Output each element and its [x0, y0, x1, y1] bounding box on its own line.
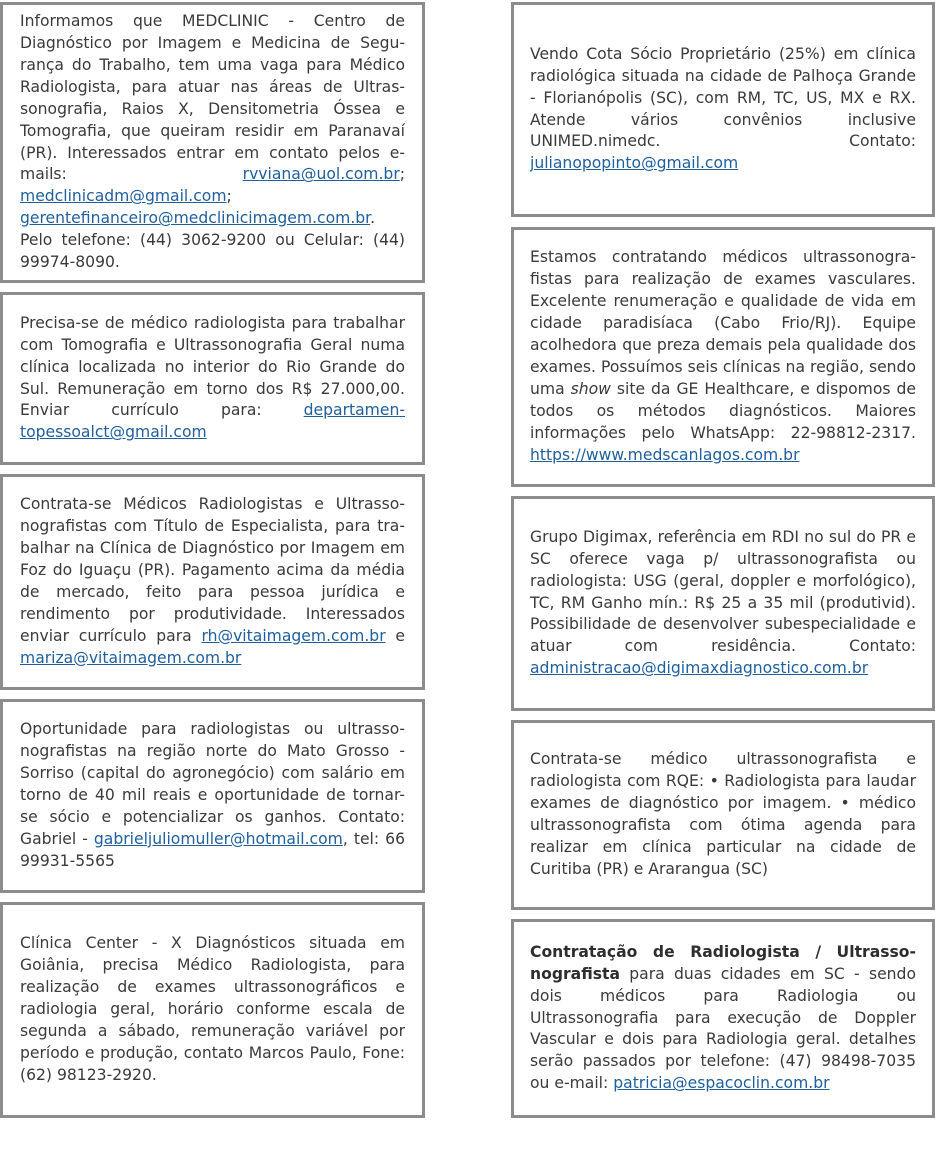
ad-medscan: Estamos contratando médicos ultrassonografistas para realização de exames vasculares. Excelente renumeração e qualidade de vida em cidade paradisíaca (Cabo Frio/RJ). Equipe acolhedora que preza demais pela qualidade dos exames. Possuímos seis clínicas na região, sendo uma show site da GE Healthcare, e dispomos de todos os métodos diagnósticos. Maiores informações pelo WhatsApp: 22-98812-2317. https://www.medscanlagos.com.br	[511, 227, 935, 487]
ad-text: Estamos contratando médicos ultrassonografistas para realização de exames vasculares. Excelente renumeração e qualidade de vida em cidade paradisíaca (Cabo Frio/RJ). Equipe acolhedora que preza demais pela qualidade dos exames. Possuímos seis clínicas na região, sendo uma	[530, 248, 916, 398]
ad-text: Vendo Cota Sócio Proprietário (25%) em clínica radiológica situada na cidade de Palhoça Grande - Florianópolis (SC), com RM, TC, US, MX e RX. Atende vários convênios inclusive UNIMED.nimedc. Contato:	[530, 44, 916, 151]
ad-text: Informamos que MEDCLINIC - Centro de Diagnóstico por Imagem e Medicina de Segurança do Trabalho, tem uma vaga para Médico Radiologista, para atuar nas áreas de Ultrassonografia, Raios X, Densitometria Óssea e Tomografia, que queiram residir em Paranavaí (PR). Interessados entrar em contato pelos e-mails:	[20, 12, 405, 184]
email-link[interactable]: mariza@vitaimagem.com.br	[20, 648, 242, 667]
ad-text: Oportunidade para radiologistas ou ultrassonografistas na região norte do Mato Grosso - Sorriso (capital do agronegócio) com salário em torno de 40 mil reais e oportunidade de tornar-se sócio e potencializar os ganhos. Contato: Gabriel -	[20, 720, 405, 848]
ad-digimax	[511, 496, 935, 711]
ad-heading: Contratação de Radiologista / Ultrassonografista	[530, 942, 916, 983]
website-link[interactable]: https://www.medscanlagos.com.br	[530, 445, 800, 464]
email-link[interactable]: julianopopinto@gmail.com	[530, 154, 739, 173]
ad-text: . Pelo telefone: (44) 3062-9200 ou Celular: (44) 99974-8090.	[20, 209, 405, 272]
ad-text: Precisa-se de médico radiologista para trabalhar com Tomografia e Ultrassonografia Geral numa clínica localizada no interior do Rio Grande do Sul. Remuneração em torno dos R$ 27.000,00. Enviar currículo para:	[20, 313, 405, 420]
ad-rio-grande-do-sul	[0, 292, 425, 465]
ad-vitaimagem: Contrata-se Médicos Radiologistas e Ultrassonografistas com Título de Especialista, para trabalhar na Clínica de Diagnóstico por Imagem em Foz do Iguaçu (PR). Pagamento acima da média de mercado, feito para pessoa jurídica e rendimento por produtividade. Interessados enviar currículo para rh@vitaimagem.com.br e mariza@vitaimagem.com.br	[0, 474, 425, 690]
ad-sorriso	[0, 699, 425, 893]
ad-center-x	[0, 902, 425, 1118]
email-link[interactable]: medclinicadm@gmail.com	[20, 187, 227, 206]
email-link[interactable]: rvviana@uol.com.br	[242, 165, 400, 184]
email-link[interactable]: gabrieljuliomuller@hotmail.com	[93, 829, 343, 848]
ad-curitiba	[511, 720, 935, 910]
ad-text: , tel: 66 99931-5565	[20, 829, 405, 870]
email-link[interactable]: gerentefinanceiro@medclinicimagem.com.br	[20, 209, 371, 228]
ad-text: Grupo Digimax, referência em RDI no sul do PR e SC oferece vaga p/ ultrassonografista ou radiologista: USG (geral, doppler e morfológico), TC, RM Ganho mín.: R$ 25 a 35 mil (produtivid). Possibilidade de desenvolver subespecialidade e atuar com residência. Contato:	[530, 527, 916, 656]
ad-text: Contrata-se médico ultrassonografista e radiologista com RQE: • Radiologista para laudar exames de diagnóstico por imagem. • médico ultrassonografista com ótima agenda para realizar em clínica particular na cidade de Curitiba (PR) e Ararangua (SC)	[530, 750, 916, 878]
email-link[interactable]: rh@vitaimagem.com.br	[201, 626, 386, 645]
ad-text: para duas cidades em SC - sendo dois médicos para Radiologia ou Ultrassonografia para execução de Doppler Vascular e dois para Radiologia geral. detalhes serão passados por telefone: (47) 98498-7035 ou e-mail:	[530, 964, 916, 1093]
ad-medclinic: Informamos que MEDCLINIC - Centro de Diagnóstico por Imagem e Medicina de Segurança do Trabalho, tem uma vaga para Médico Radiologista, para atuar nas áreas de Ultrassonografia, Raios X, Densitometria Óssea e Tomografia, que queiram residir em Paranavaí (PR). Interessados entrar em contato pelos e-mails: rvviana@uol.com.br; medclinicadm@gmail.com; gerentefinanceiro@medclinicimagem.com.br. Pelo telefone: (44) 3062-9200 ou Celular: (44) 99974-8090.	[0, 2, 425, 283]
ad-espacoclin	[511, 919, 935, 1118]
email-link[interactable]: departamentopessoalct@gmail.com	[20, 401, 405, 442]
ad-text: Clínica Center - X Diagnósticos situada em Goiânia, precisa Médico Radiologista, para realização de exames ultrassonográficos e radiologia geral, horário conforme escala de segunda a sábado, remuneração variável por período e produção, contato Marcos Paulo, Fone: (62) 98123-2920.	[20, 934, 405, 1084]
email-link[interactable]: patricia@espacoclin.com.br	[613, 1074, 830, 1093]
ad-cota-socio	[511, 2, 935, 217]
ad-text: site da GE Healthcare, e dispomos de todos os métodos diagnósticos. Maiores informações pelo WhatsApp: 22-98812-2317.	[530, 379, 916, 442]
email-link[interactable]: administracao@digimaxdiagnostico.com.br	[530, 659, 869, 678]
ad-text: Contrata-se Médicos Radiologistas e Ultrassonografistas com Título de Especialista, para trabalhar na Clínica de Diagnóstico por Imagem em Foz do Iguaçu (PR). Pagamento acima da média de mercado, feito para pessoa jurídica e rendimento por produtividade. Interessados enviar currículo para	[20, 495, 405, 645]
